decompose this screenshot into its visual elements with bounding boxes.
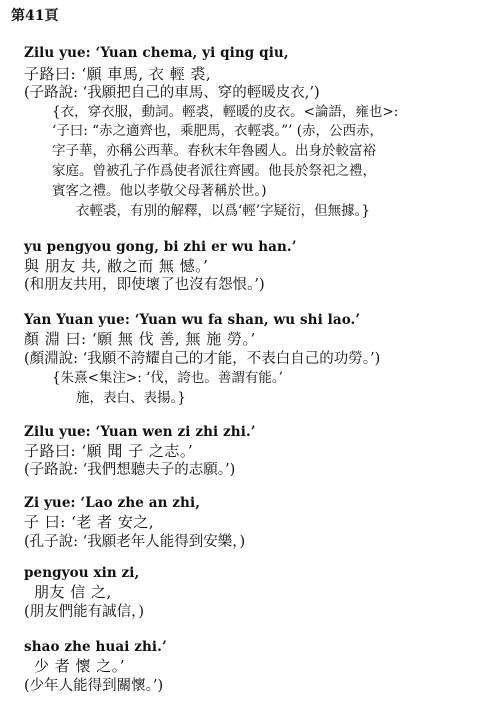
note-line: {朱熹<集注>: ‘伐，誇也。善謂有能。’	[52, 370, 283, 386]
note-line: 字子華，亦稱公西華。春秋末年魯國人。出身於較富裕	[52, 143, 376, 159]
chinese-line: 少 者 懷 之。’	[34, 657, 126, 675]
chinese-line: 子路曰: ‘願 車馬, 衣 輕 裘,	[24, 65, 212, 83]
pinyin-line: Zi yue: ‘Lao zhe an zhi,	[24, 495, 201, 511]
page-title: 第41頁	[11, 8, 59, 24]
translation-line: (和朋友共用，即使壞了也沒有怨恨。’)	[24, 277, 265, 293]
note-line: 賓客之禮。他以孝敬父母著稱於世。)	[52, 183, 267, 199]
translation-line: (少年人能得到關懷。’)	[24, 678, 164, 694]
chinese-line: 朋友 信 之,	[34, 583, 112, 601]
note-line: ‘子曰: “赤之適齊也，乘肥馬，衣輕裘。”’ (赤，公西赤，	[52, 123, 384, 139]
pinyin-line: yu pengyou gong, bi zhi er wu han.’	[24, 239, 297, 255]
note-line: 衣輕裘，有別的解釋，以爲‘輕’字疑衍，但無據。}	[76, 203, 370, 219]
translation-line: (孔子說: ‘我願老年人能得到安樂，)	[24, 534, 246, 550]
chinese-line: 顏 淵 曰: ‘願 無 伐 善, 無 施 勞。’	[24, 330, 256, 348]
pinyin-line: Zilu yue: ‘Yuan chema, yi qing qiu,	[24, 45, 289, 61]
chinese-line: 與 朋友 共, 敝之而 無 憾。’	[24, 257, 209, 275]
pinyin-line: Yan Yuan yue: ‘Yuan wu fa shan, wu shi lao.’	[24, 312, 361, 328]
pinyin-line: Zilu yue: ‘Yuan wen zi zhi zhi.’	[24, 424, 256, 440]
pinyin-line: shao zhe huai zhi.’	[24, 639, 167, 655]
note-line: 家庭。曾被孔子作爲使者派往齊國。他長於祭祀之禮，	[52, 163, 376, 179]
note-line: 施，表白、表揚。}	[76, 390, 186, 406]
chinese-line: 子路曰: ‘願 聞 子 之志。’	[24, 442, 194, 460]
translation-line: (顏淵說: ‘我願不誇耀自己的才能，不表白自己的功勞。’)	[24, 351, 381, 367]
note-line: {衣，穿衣服，動詞。輕裘，輕暖的皮衣。<論語，雍也>:	[52, 104, 399, 120]
chinese-line: 子 曰: ‘老 者 安之,	[24, 513, 155, 531]
translation-line: (朋友們能有誠信，)	[24, 604, 145, 620]
translation-line: (子路說: ‘我們想聽夫子的志願。’)	[24, 462, 236, 478]
translation-line: (子路說: ‘我願把自己的車馬、穿的輕暖皮衣,’)	[24, 85, 320, 101]
pinyin-line: pengyou xin zi,	[24, 565, 140, 581]
